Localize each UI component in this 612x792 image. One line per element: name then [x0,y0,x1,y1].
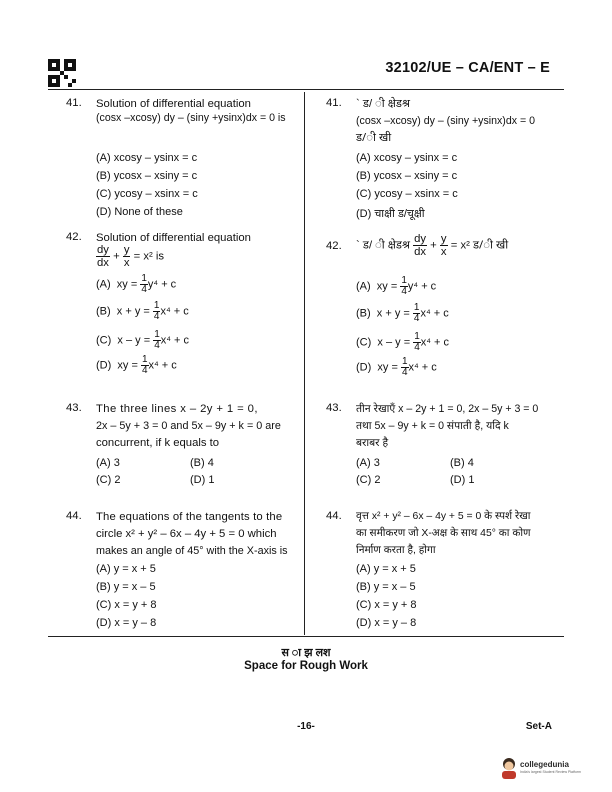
question-text: (cosx –xcosy) dy – (siny +ysinx)dx = 0 is [96,112,286,124]
option-b[interactable]: (B) 4 [450,457,474,469]
option-c[interactable]: (C) x – y = $\frac{1}{4}$ x⁴ + c [356,331,450,353]
option-a[interactable]: (A) y = x + 5 [96,563,156,575]
page-number: -16- [297,721,315,732]
option-a[interactable]: (A) xcosy – ysinx = c [356,152,458,164]
question-number: 42. [66,231,82,243]
option-d[interactable]: (D) xy = $\frac{1}{4}$ x⁴ + c [356,356,437,378]
question-text: तथा 5x – 9y + k = 0 संपाती है, यदि k [356,420,509,432]
question-number: 43. [326,402,342,414]
question-text: The three lines x – 2y + 1 = 0, [96,403,258,415]
option-b[interactable]: (B) x + y = $\frac{1}{4}$ x⁴ + c [356,302,449,324]
option-c[interactable]: (C) x = y + 8 [96,599,157,611]
option-a[interactable]: (A) 3 [356,457,380,469]
collegedunia-logo-icon [500,756,518,780]
option-c[interactable]: (C) x – y = $\frac{1}{4}$ x⁴ + c [96,329,190,351]
footer-rule [48,636,564,637]
option-a[interactable]: (A) xy = $\frac{1}{4}$ y⁴ + c [356,275,437,297]
column-divider [304,92,305,635]
question-number: 44. [66,510,82,522]
option-b[interactable]: (B) 4 [190,457,214,469]
question-equation: ` ड/ ी क्षेडश्र $\frac{dy}{dx}$ + $\frac{y}{x}$ = x² ड/ी खी [356,233,509,258]
option-b[interactable]: (B) y = x – 5 [356,581,416,593]
option-c[interactable]: (C) ycosy – xsinx = c [356,188,458,200]
option-c[interactable]: (C) 2 [356,474,381,486]
question-equation: $\frac{dy}{dx}$ + $\frac{y}{x}$ = x² is [97,244,165,269]
rough-work-heading-hindi: स ा झ लश [281,647,331,659]
option-d[interactable]: (D) x = y – 8 [356,617,417,629]
option-d[interactable]: (D) x = y – 8 [96,617,157,629]
question-text: बराबर है [356,437,389,449]
header-rule [48,89,564,90]
option-d[interactable]: (D) चाक्षी ड/चूक्षी [356,208,425,220]
question-number: 41. [326,97,342,109]
option-a[interactable]: (A) xcosy – ysinx = c [96,152,198,164]
option-d[interactable]: (D) 1 [450,474,475,486]
question-number: 41. [66,97,82,109]
paper-code: 32102/UE – CA/ENT – E [385,60,550,76]
question-text: Solution of differential equation [96,232,251,244]
question-number: 43. [66,402,82,414]
question-text: Solution of differential equation [96,98,251,110]
question-text: वृत्त x² + y² – 6x – 4y + 5 = 0 के स्पर्श रेखा [356,511,531,522]
rough-work-heading: Space for Rough Work [244,660,368,672]
option-b[interactable]: (B) ycosx – xsiny = c [96,170,198,182]
option-c[interactable]: (C) ycosy – xsinx = c [96,188,198,200]
brand-tagline: India's largest Student Review Platform [520,770,581,774]
question-text: (cosx –xcosy) dy – (siny +ysinx)dx = 0 [356,115,535,127]
question-text: ` ड/ ी क्षेडश्र [356,98,410,110]
option-b[interactable]: (B) x + y = $\frac{1}{4}$ x⁴ + c [96,300,189,322]
option-c[interactable]: (C) 2 [96,474,121,486]
question-text: का समीकरण जो X-अक्ष के साथ 45° का कोण [356,528,531,539]
question-text: makes an angle of 45° with the X-axis is [96,545,288,557]
option-a[interactable]: (A) 3 [96,457,120,469]
set-label: Set-A [525,721,552,732]
option-d[interactable]: (D) None of these [96,206,183,218]
brand-name: collegedunia [520,760,569,769]
question-number: 44. [326,510,342,522]
question-text: 2x – 5y + 3 = 0 and 5x – 9y + k = 0 are [96,420,281,432]
question-text: circle x² + y² – 6x – 4y + 5 = 0 which [96,528,277,540]
question-text: concurrent, if k equals to [96,437,220,449]
option-d[interactable]: (D) xy = $\frac{1}{4}$ x⁴ + c [96,354,177,376]
question-text: निर्माण करता है, होगा [356,545,436,556]
question-text: The equations of the tangents to the [96,511,283,523]
option-b[interactable]: (B) ycosx – xsiny = c [356,170,458,182]
question-text: तीन रेखाएँ x – 2y + 1 = 0, 2x – 5y + 3 = 0 [356,403,539,415]
option-a[interactable]: (A) xy = $\frac{1}{4}$ y⁴ + c [96,273,177,295]
question-number: 42. [326,240,342,252]
option-b[interactable]: (B) y = x – 5 [96,581,156,593]
option-c[interactable]: (C) x = y + 8 [356,599,417,611]
option-a[interactable]: (A) y = x + 5 [356,563,416,575]
qr-code [48,59,76,87]
question-text: ड/ी खी [356,132,392,144]
option-d[interactable]: (D) 1 [190,474,215,486]
